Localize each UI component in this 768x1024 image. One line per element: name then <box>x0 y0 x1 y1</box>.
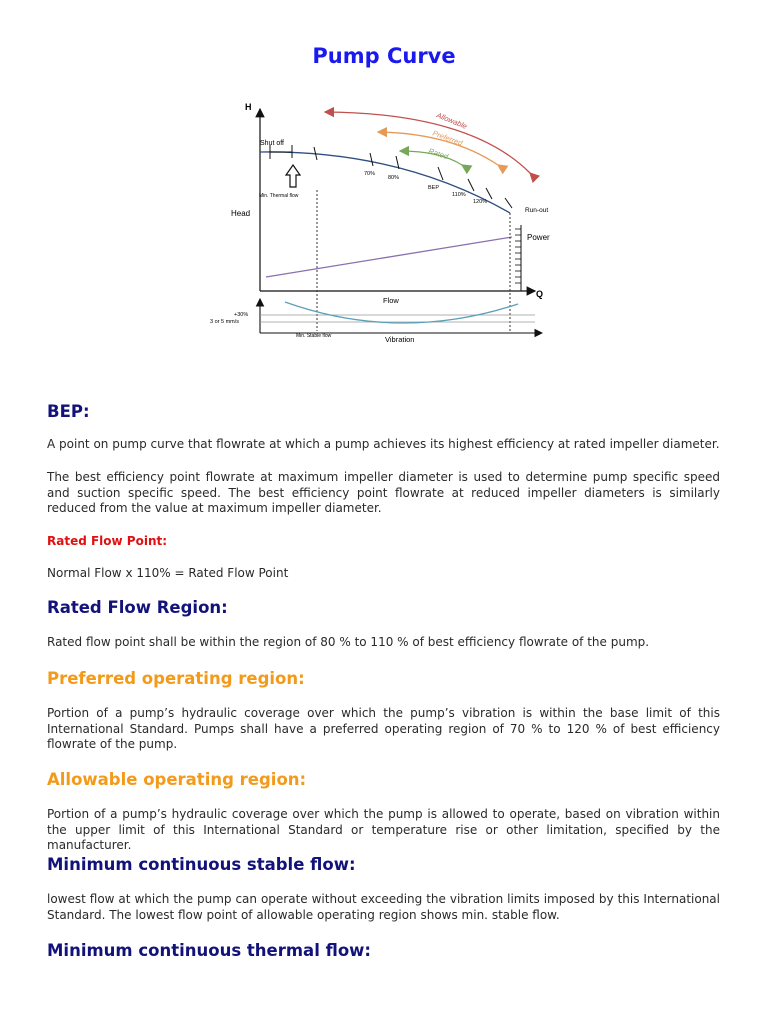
min-stable-flow-label: Min. Stable flow <box>296 333 332 339</box>
up-arrow-icon <box>286 165 300 187</box>
vib-30-label: +30% <box>234 312 249 318</box>
pct-70-label: 70% <box>364 171 376 177</box>
pct-80-label: 80% <box>388 175 400 181</box>
h-axis-label: H <box>245 102 252 112</box>
shut-off-label: Shut off <box>260 140 285 147</box>
curve-tick <box>486 188 492 199</box>
q-axis-label: Q <box>536 289 544 299</box>
allowable-label: Allowable <box>435 110 469 131</box>
page-title: Pump Curve <box>312 44 456 68</box>
flow-label: Flow <box>383 296 399 305</box>
allowable-arrow <box>325 112 530 173</box>
min-stable-flow-heading: Minimum continuous stable flow: <box>47 855 356 874</box>
bep-paragraph-1: A point on pump curve that flowrate at which a pump achieves its highest efficiency at rated impeller diameter. <box>47 437 720 451</box>
vibration-label: Vibration <box>385 335 415 344</box>
preferred-region-text: Portion of a pump’s hydraulic coverage over which the pump’s vibration is within the base limit of this International Standard. Pumps shall have a preferred operating region of 70 % to 120 % of best efficiency flowrate of the pump. <box>47 706 720 751</box>
pump-curve-diagram <box>200 95 560 350</box>
bep-paragraph-2: The best efficiency point flowrate at maximum impeller diameter is used to determine pump specific speed and suction specific speed. The best efficiency point flowrate at reduced impeller diameters is similarly reduced from the value at maximum impeller diameter. <box>47 470 720 515</box>
vibration-curve <box>285 302 518 323</box>
min-thermal-flow-label: Min. Thermal flow <box>259 193 299 199</box>
power-scale-ticks <box>515 229 521 283</box>
rated-flow-point-heading: Rated Flow Point: <box>47 534 168 548</box>
run-out-label: Run-out <box>525 207 549 214</box>
rated-label: Rated <box>427 146 450 162</box>
bep-heading: BEP: <box>47 402 90 421</box>
pct-110-label: 110% <box>452 192 466 198</box>
allowable-region-heading: Allowable operating region: <box>47 770 307 789</box>
preferred-region-heading: Preferred operating region: <box>47 669 305 688</box>
preferred-label: Preferred <box>431 128 464 148</box>
curve-tick <box>370 153 373 166</box>
bep-label: BEP <box>428 185 440 191</box>
power-label: Power <box>527 233 550 242</box>
min-stable-flow-text: lowest flow at which the pump can operate without exceeding the vibration limits imposed by this International Standard. The lowest flow point of allowable operating region shows min. stable flow. <box>47 892 720 922</box>
allowable-region-text: Portion of a pump’s hydraulic coverage over which the pump is allowed to operate, based on vibration within the upper limit of this International Standard or temperature rise or other limitation, specified by the manufacturer. <box>47 807 720 852</box>
power-line <box>266 237 512 277</box>
curve-tick <box>438 167 443 180</box>
curve-tick <box>468 179 474 191</box>
vib-limit-label: 3 or 5 mm/s <box>210 319 240 325</box>
rated-flow-point-text: Normal Flow x 110% = Rated Flow Point <box>47 566 289 580</box>
rated-flow-region-heading: Rated Flow Region: <box>47 598 228 617</box>
rated-flow-region-text: Rated flow point shall be within the region of 80 % to 110 % of best efficiency flowrate of the pump. <box>47 635 650 649</box>
pump-curve-figure <box>200 95 560 350</box>
min-thermal-flow-heading: Minimum continuous thermal flow: <box>47 941 371 960</box>
head-label: Head <box>231 209 251 218</box>
curve-tick <box>505 198 512 208</box>
pct-120-label: 120% <box>473 199 488 205</box>
